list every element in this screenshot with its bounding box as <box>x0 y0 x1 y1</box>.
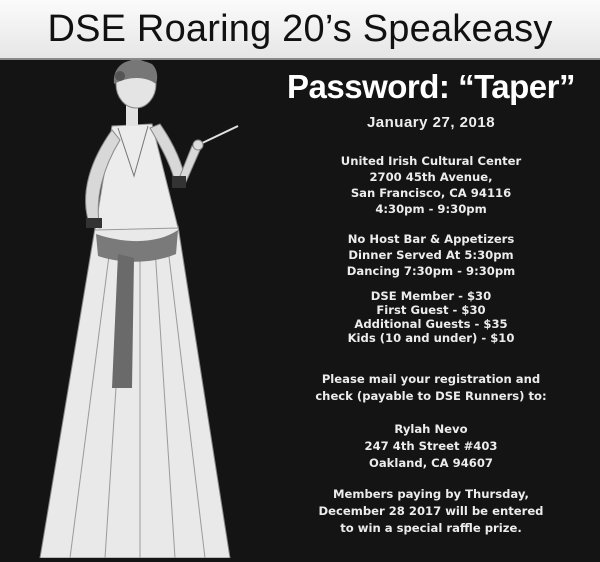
address-line: Oakland, CA 94607 <box>368 456 494 470</box>
dining-line: No Host Bar & Appetizers <box>347 232 515 246</box>
price-line: Kids (10 and under) - $10 <box>347 331 515 345</box>
raffle-line: to win a special raffle prize. <box>340 521 522 535</box>
venue-line: 4:30pm - 9:30pm <box>375 202 487 216</box>
flapper-illustration-icon <box>0 58 280 558</box>
password-heading: Password: “Taper” <box>287 68 575 105</box>
price-line: Additional Guests - $35 <box>354 317 508 331</box>
raffle-line: December 28 2017 will be entered <box>318 504 544 518</box>
mailing-address <box>262 421 600 472</box>
title-banner <box>0 0 600 60</box>
event-date: January 27, 2018 <box>366 114 496 131</box>
address-line: 247 4th Street #403 <box>364 439 498 453</box>
mail-line: Please mail your registration and <box>321 372 541 386</box>
dining-line: Dinner Served At 5:30pm <box>348 248 514 262</box>
mail-instructions <box>262 371 600 405</box>
poster-title: DSE Roaring 20’s Speakeasy <box>47 7 553 50</box>
mail-line: check (payable to DSE Runners) to: <box>315 389 547 403</box>
venue-line: 2700 45th Avenue, <box>369 170 493 184</box>
price-line: First Guest - $30 <box>376 303 486 317</box>
price-line: DSE Member - $30 <box>370 289 492 303</box>
raffle-line: Members paying by Thursday, <box>333 487 529 501</box>
flapper-woman-illustration <box>0 58 280 558</box>
venue-line: San Francisco, CA 94116 <box>350 186 512 200</box>
raffle-note <box>262 486 600 537</box>
venue-block <box>262 153 600 217</box>
prices-block <box>262 289 600 345</box>
event-details <box>262 58 600 558</box>
address-line: Rylah Nevo <box>394 422 468 436</box>
dining-line: Dancing 7:30pm - 9:30pm <box>346 264 516 278</box>
venue-line: United Irish Cultural Center <box>340 154 522 168</box>
dining-block <box>262 231 600 279</box>
